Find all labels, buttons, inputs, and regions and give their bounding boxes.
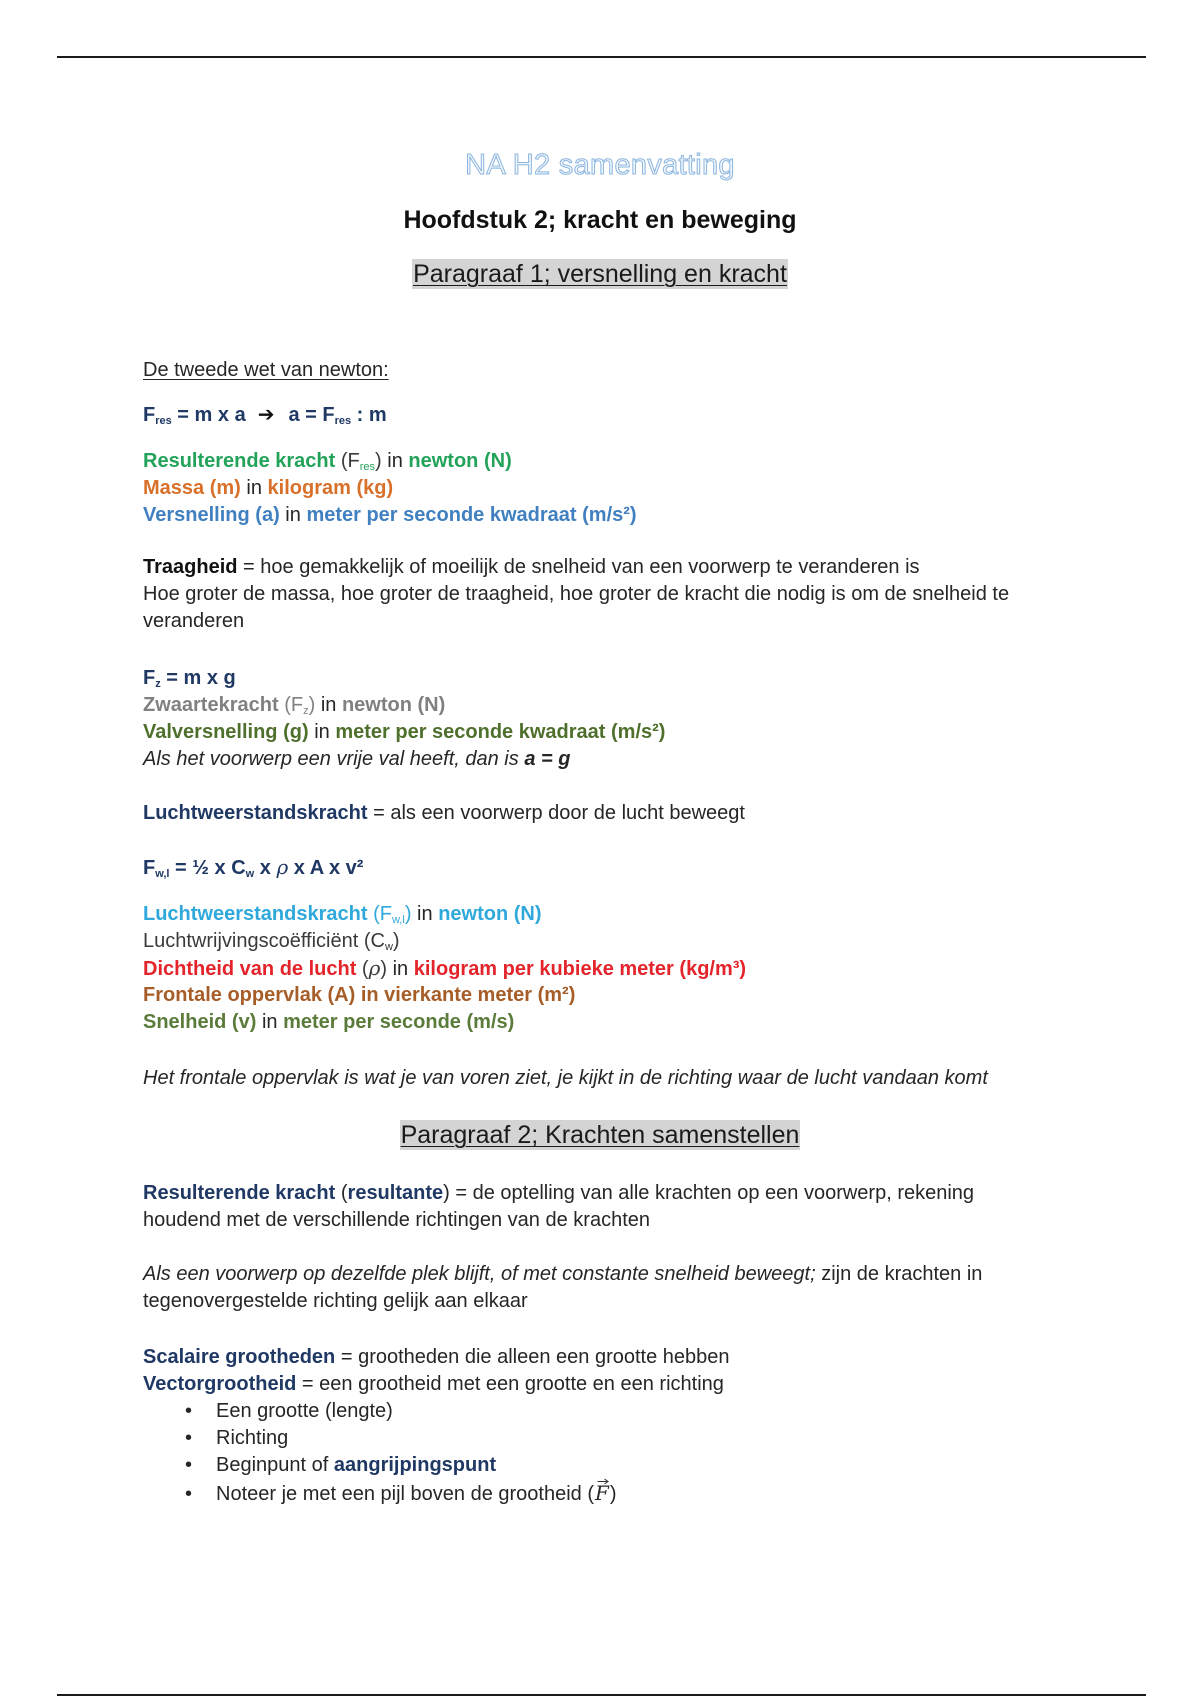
formula-force-subscript: res xyxy=(155,415,172,427)
definition-text: = hoe gemakkelijk of moeilijk de snelheid van een voorwerp te veranderen is xyxy=(243,556,920,578)
quantity-symbol xyxy=(373,903,411,925)
symbol-open: (F xyxy=(284,694,304,716)
formula-rest: = m x g xyxy=(160,667,236,689)
term: Resulterende kracht xyxy=(143,1182,336,1204)
bullet-icon: • xyxy=(185,1454,193,1476)
equilibrium-note xyxy=(143,1262,982,1286)
quantity-line-frontal-area xyxy=(143,983,575,1007)
note-emphasis: a = g xyxy=(524,748,571,770)
right-arrow-icon: ➔ xyxy=(257,402,275,426)
quantity-line-drag-coefficient xyxy=(143,929,400,953)
alias-open: ( xyxy=(340,1182,348,1204)
quantity-line-air-density xyxy=(143,956,746,981)
symbol-open: (F xyxy=(373,903,392,925)
resultant-definition xyxy=(143,1181,974,1205)
symbol-subscript: w xyxy=(384,941,393,953)
symbol-close: ) xyxy=(375,450,382,472)
list-item xyxy=(185,1481,617,1506)
formula-coefficient-subscript: w xyxy=(245,868,255,880)
unit-name: kilogram per kubieke meter xyxy=(413,958,674,980)
symbol-close: ) xyxy=(380,958,388,980)
quantity-name: Versnelling xyxy=(143,504,250,526)
quantity-symbol xyxy=(362,958,387,980)
formula-right-rest: : m xyxy=(351,404,387,426)
quantity-symbol xyxy=(364,930,400,952)
vector-arrow-icon xyxy=(597,1478,609,1485)
gravity-formula xyxy=(143,666,236,690)
unit-name: meter per seconde xyxy=(283,1011,461,1033)
connector-word: in xyxy=(314,721,330,743)
symbol-subscript: w,l xyxy=(391,914,405,926)
quantity-symbol: (v) xyxy=(231,1011,257,1033)
quantity-name: Snelheid xyxy=(143,1011,227,1033)
list-item-close: ) xyxy=(609,1483,617,1505)
formula-force-symbol: F xyxy=(322,404,335,426)
quantity-name: Dichtheid van de lucht xyxy=(143,958,357,980)
quantity-symbol xyxy=(284,694,315,716)
symbol-subscript: z xyxy=(303,705,309,717)
equilibrium-condition: Als een voorwerp op dezelfde plek blijft, of met constante snelheid beweegt; xyxy=(143,1263,816,1285)
definition-text: = als een voorwerp door de lucht beweegt xyxy=(373,802,745,824)
unit-name: newton xyxy=(341,694,412,716)
formula-force-subscript: w,l xyxy=(155,868,170,880)
formula-part: = ½ x C xyxy=(169,857,246,879)
list-item-emphasis: aangrijpingspunt xyxy=(333,1454,497,1476)
formula-density-symbol: ρ xyxy=(276,855,289,879)
unit-abbreviation: (N) xyxy=(483,450,512,472)
connector-word: in xyxy=(261,1011,278,1033)
quantity-name: Luchtwrijvingscoëfficiënt xyxy=(143,930,359,952)
frontal-area-note: Het frontale oppervlak is wat je van voren ziet, je kijkt in de richting waar de lucht vandaan komt xyxy=(143,1067,988,1089)
quantity-line-air-resistance xyxy=(143,902,542,926)
alias-group xyxy=(341,1182,450,1204)
quantity-name: Valversnelling xyxy=(143,721,278,743)
free-fall-note xyxy=(143,747,570,771)
quantity-symbol: (g) xyxy=(283,721,309,743)
definition-text: = de optelling van alle krachten op een voorwerp, rekening xyxy=(455,1182,975,1204)
symbol-open: ( xyxy=(361,958,369,980)
quantity-symbol: (m) xyxy=(209,477,241,499)
term: Scalaire grootheden xyxy=(143,1346,336,1368)
definition-text: = grootheden die alleen een grootte hebben xyxy=(340,1346,730,1368)
vector-definition xyxy=(143,1372,724,1396)
unit-abbreviation: (m/s²) xyxy=(582,504,637,526)
quantity-name: Luchtweerstandskracht xyxy=(143,903,368,925)
list-item-text: Beginpunt of xyxy=(216,1454,329,1476)
connector-word: in xyxy=(285,504,301,526)
footer-rule xyxy=(57,1694,1146,1696)
quantity-line-fall-acceleration xyxy=(143,720,665,744)
formula-left-rest: = m x a xyxy=(171,404,246,426)
density-symbol: ρ xyxy=(368,956,381,980)
quantity-line-resulting-force xyxy=(143,449,512,473)
vector-letter: F xyxy=(595,1481,609,1505)
header-rule xyxy=(57,56,1146,58)
unit-abbreviation: (N) xyxy=(513,903,542,925)
newton-law-label: De tweede wet van newton: xyxy=(143,359,389,381)
paragraph1-heading-row xyxy=(0,258,1200,290)
quantity-line-speed xyxy=(143,1010,514,1034)
quantity-symbol: (a) xyxy=(255,504,280,526)
scalar-definition xyxy=(143,1345,730,1369)
formula-part: x xyxy=(254,857,277,879)
bullet-icon: • xyxy=(185,1427,193,1449)
paragraph2-heading-row xyxy=(0,1119,1200,1151)
term: Traagheid xyxy=(143,556,238,578)
symbol-subscript: res xyxy=(359,461,376,473)
note-text: Als het voorwerp een vrije val heeft, dan is xyxy=(143,748,519,770)
connector-word: in xyxy=(387,450,403,472)
resultant-definition-line: houdend met de verschillende richtingen van de krachten xyxy=(143,1209,650,1231)
equilibrium-note-line: tegenovergestelde richting gelijk aan elkaar xyxy=(143,1290,528,1312)
bullet-icon: • xyxy=(185,1400,193,1422)
unit-abbreviation: (m²) xyxy=(537,984,576,1006)
paragraph2-heading: Paragraaf 2; Krachten samenstellen xyxy=(400,1121,800,1149)
unit-name: newton xyxy=(438,903,509,925)
list-item-text: Richting xyxy=(216,1427,289,1449)
formula-part: x A x v² xyxy=(288,857,364,879)
connector-word: in xyxy=(246,477,262,499)
formula-force-symbol: F xyxy=(143,667,156,689)
formula-force-subscript: z xyxy=(155,678,161,690)
formula-right-prefix: a = xyxy=(288,404,323,426)
paragraph1-heading: Paragraaf 1; versnelling en kracht xyxy=(413,260,787,288)
unit-abbreviation: (kg/m³) xyxy=(679,958,747,980)
list-item xyxy=(185,1426,288,1450)
unit-abbreviation: (N) xyxy=(417,694,446,716)
air-resistance-formula xyxy=(143,855,363,880)
symbol-close: ) xyxy=(308,694,316,716)
symbol-close: ) xyxy=(392,930,400,952)
unit-name: kilogram xyxy=(267,477,351,499)
list-item-text: Noteer je met een pijl boven de grootheid ( xyxy=(216,1483,595,1505)
inertia-definition xyxy=(143,555,920,579)
unit-abbreviation: (m/s²) xyxy=(611,721,666,743)
quantity-name: Resulterende kracht xyxy=(143,450,336,472)
formula-force-symbol: F xyxy=(143,857,156,879)
air-resistance-definition xyxy=(143,801,745,825)
chapter-title: Hoofdstuk 2; kracht en beweging xyxy=(403,206,797,234)
list-item xyxy=(185,1399,393,1423)
definition-text: = een grootheid met een grootte en een richting xyxy=(301,1373,724,1395)
connector-word: in xyxy=(392,958,409,980)
quantity-symbol xyxy=(341,450,382,472)
inertia-explanation-line: Hoe groter de massa, hoe groter de traagheid, hoe groter de kracht die nodig is om de snelheid te xyxy=(143,583,1010,605)
quantity-line-acceleration xyxy=(143,503,637,527)
quantity-name: Zwaartekracht xyxy=(143,694,279,716)
unit-name: meter per seconde kwadraat xyxy=(335,721,606,743)
formula-force-symbol: F xyxy=(143,404,156,426)
term: Luchtweerstandskracht xyxy=(143,802,368,824)
symbol-close: ) xyxy=(404,903,412,925)
alias-term: resultante xyxy=(347,1182,444,1204)
term: Vectorgrootheid xyxy=(143,1373,297,1395)
list-item-text: Een grootte (lengte) xyxy=(216,1400,393,1422)
quantity-line-mass xyxy=(143,476,393,500)
quantity-symbol: (A) xyxy=(327,984,356,1006)
unit-name: meter per seconde kwadraat xyxy=(306,504,577,526)
equilibrium-consequence: zijn de krachten in xyxy=(821,1263,983,1285)
unit-abbreviation: (kg) xyxy=(356,477,394,499)
alias-close: ) xyxy=(443,1182,450,1204)
symbol-open: (F xyxy=(340,450,360,472)
newton-formula xyxy=(143,402,387,427)
formula-force-subscript: res xyxy=(334,415,352,427)
connector-word: in xyxy=(360,984,379,1006)
unit-name: vierkante meter xyxy=(384,984,533,1006)
vector-symbol xyxy=(594,1481,610,1505)
inertia-explanation-line: veranderen xyxy=(143,610,245,632)
quantity-name: Frontale oppervlak xyxy=(143,984,322,1006)
bullet-icon: • xyxy=(185,1483,193,1505)
quantity-line-gravity xyxy=(143,693,445,717)
connector-word: in xyxy=(417,903,433,925)
connector-word: in xyxy=(320,694,337,716)
unit-name: newton xyxy=(408,450,479,472)
list-item xyxy=(185,1453,496,1477)
document-title: NA H2 samenvatting xyxy=(465,149,735,181)
quantity-name: Massa xyxy=(143,477,205,499)
unit-abbreviation: (m/s) xyxy=(466,1011,515,1033)
symbol-open: (C xyxy=(363,930,385,952)
